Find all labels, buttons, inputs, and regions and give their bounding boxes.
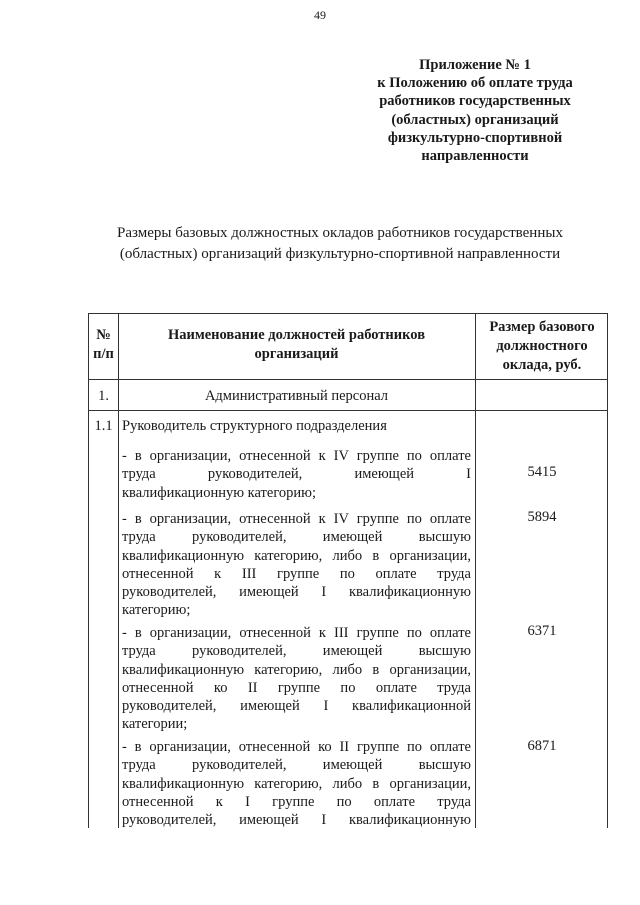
description-line: руководителей, имеющей I квалификационную: [122, 812, 471, 829]
description-line: категории;: [122, 716, 188, 733]
row-divider: [89, 410, 607, 411]
position-description: [122, 447, 471, 502]
description-line: - в организации, отнесенной к IV группе по оплате: [122, 448, 471, 464]
position-description: [122, 738, 471, 829]
description-line: труда руководителей, имеющей высшую: [122, 757, 471, 774]
section-name: Административный персонал: [204, 388, 389, 404]
header-position-name: [118, 326, 475, 364]
description-line: отнесенной ко II группе по оплате труда: [122, 679, 471, 696]
description-line: категорию;: [122, 602, 191, 619]
description-line: труда руководителей, имеющей высшую: [122, 643, 471, 660]
section-number: 1.: [98, 388, 109, 404]
header-salary-line: оклада, руб.: [502, 357, 582, 373]
appendix-line: физкультурно-спортивной: [387, 129, 563, 146]
description-line: - в организации, отнесенной ко II группе по оплате: [122, 739, 471, 755]
description-line: руководителей, имеющей I квалификационной: [122, 698, 471, 715]
appendix-line: Приложение № 1: [419, 57, 531, 73]
appendix-line: работников государственных: [379, 93, 571, 110]
header-num-line: №: [96, 327, 111, 343]
subsection-number: 1.1: [94, 418, 113, 434]
description-line: отнесенной к III группе по оплате труда: [122, 565, 471, 582]
salary-value: 6371: [527, 623, 557, 639]
description-line: квалификационную категорию, либо в организации,: [122, 547, 471, 564]
description-line: руководителей, имеющей I квалификационную: [122, 584, 471, 601]
description-line: - в организации, отнесенной к IV группе по оплате: [122, 511, 471, 527]
page-number: 49: [314, 8, 326, 22]
salary-value: 5894: [527, 509, 557, 525]
description-line: - в организации, отнесенной к III группе по оплате: [122, 625, 471, 641]
description-line: квалификационную категорию, либо в организации,: [122, 661, 471, 678]
position-description: [122, 510, 471, 620]
header-name-line: Наименование должностей работников: [167, 327, 426, 343]
appendix-line: (областных) организаций: [391, 111, 559, 128]
document-title: [80, 223, 600, 265]
appendix-heading: [360, 56, 590, 165]
header-salary-line: должностного: [496, 338, 588, 354]
header-num-line: п/п: [93, 346, 114, 362]
description-line: труда руководителей, имеющей I: [122, 466, 471, 483]
description-line: квалификационную категорию, либо в организации,: [122, 775, 471, 792]
salary-value: 6871: [527, 738, 557, 754]
salary-value: 5415: [527, 464, 557, 480]
description-line: труда руководителей, имеющей высшую: [122, 529, 471, 546]
description-line: отнесенной к I группе по оплате труда: [122, 793, 471, 810]
appendix-line: к Положению об оплате труда: [377, 75, 573, 92]
row-divider: [89, 379, 607, 380]
header-salary-line: Размер базового: [489, 319, 595, 335]
position-description: [122, 624, 471, 734]
header-name-line: организаций: [254, 346, 339, 362]
title-line: (областных) организаций физкультурно-спортивной направленности: [119, 246, 561, 262]
title-line: Размеры базовых должностных окладов работников государственных: [117, 225, 563, 241]
header-num: [89, 326, 118, 364]
header-salary: [475, 318, 609, 375]
salary-table: [88, 313, 608, 828]
description-line: квалификационную категорию;: [122, 484, 317, 501]
subsection-name: Руководитель структурного подразделения: [122, 418, 387, 434]
appendix-line: направленности: [421, 148, 529, 165]
